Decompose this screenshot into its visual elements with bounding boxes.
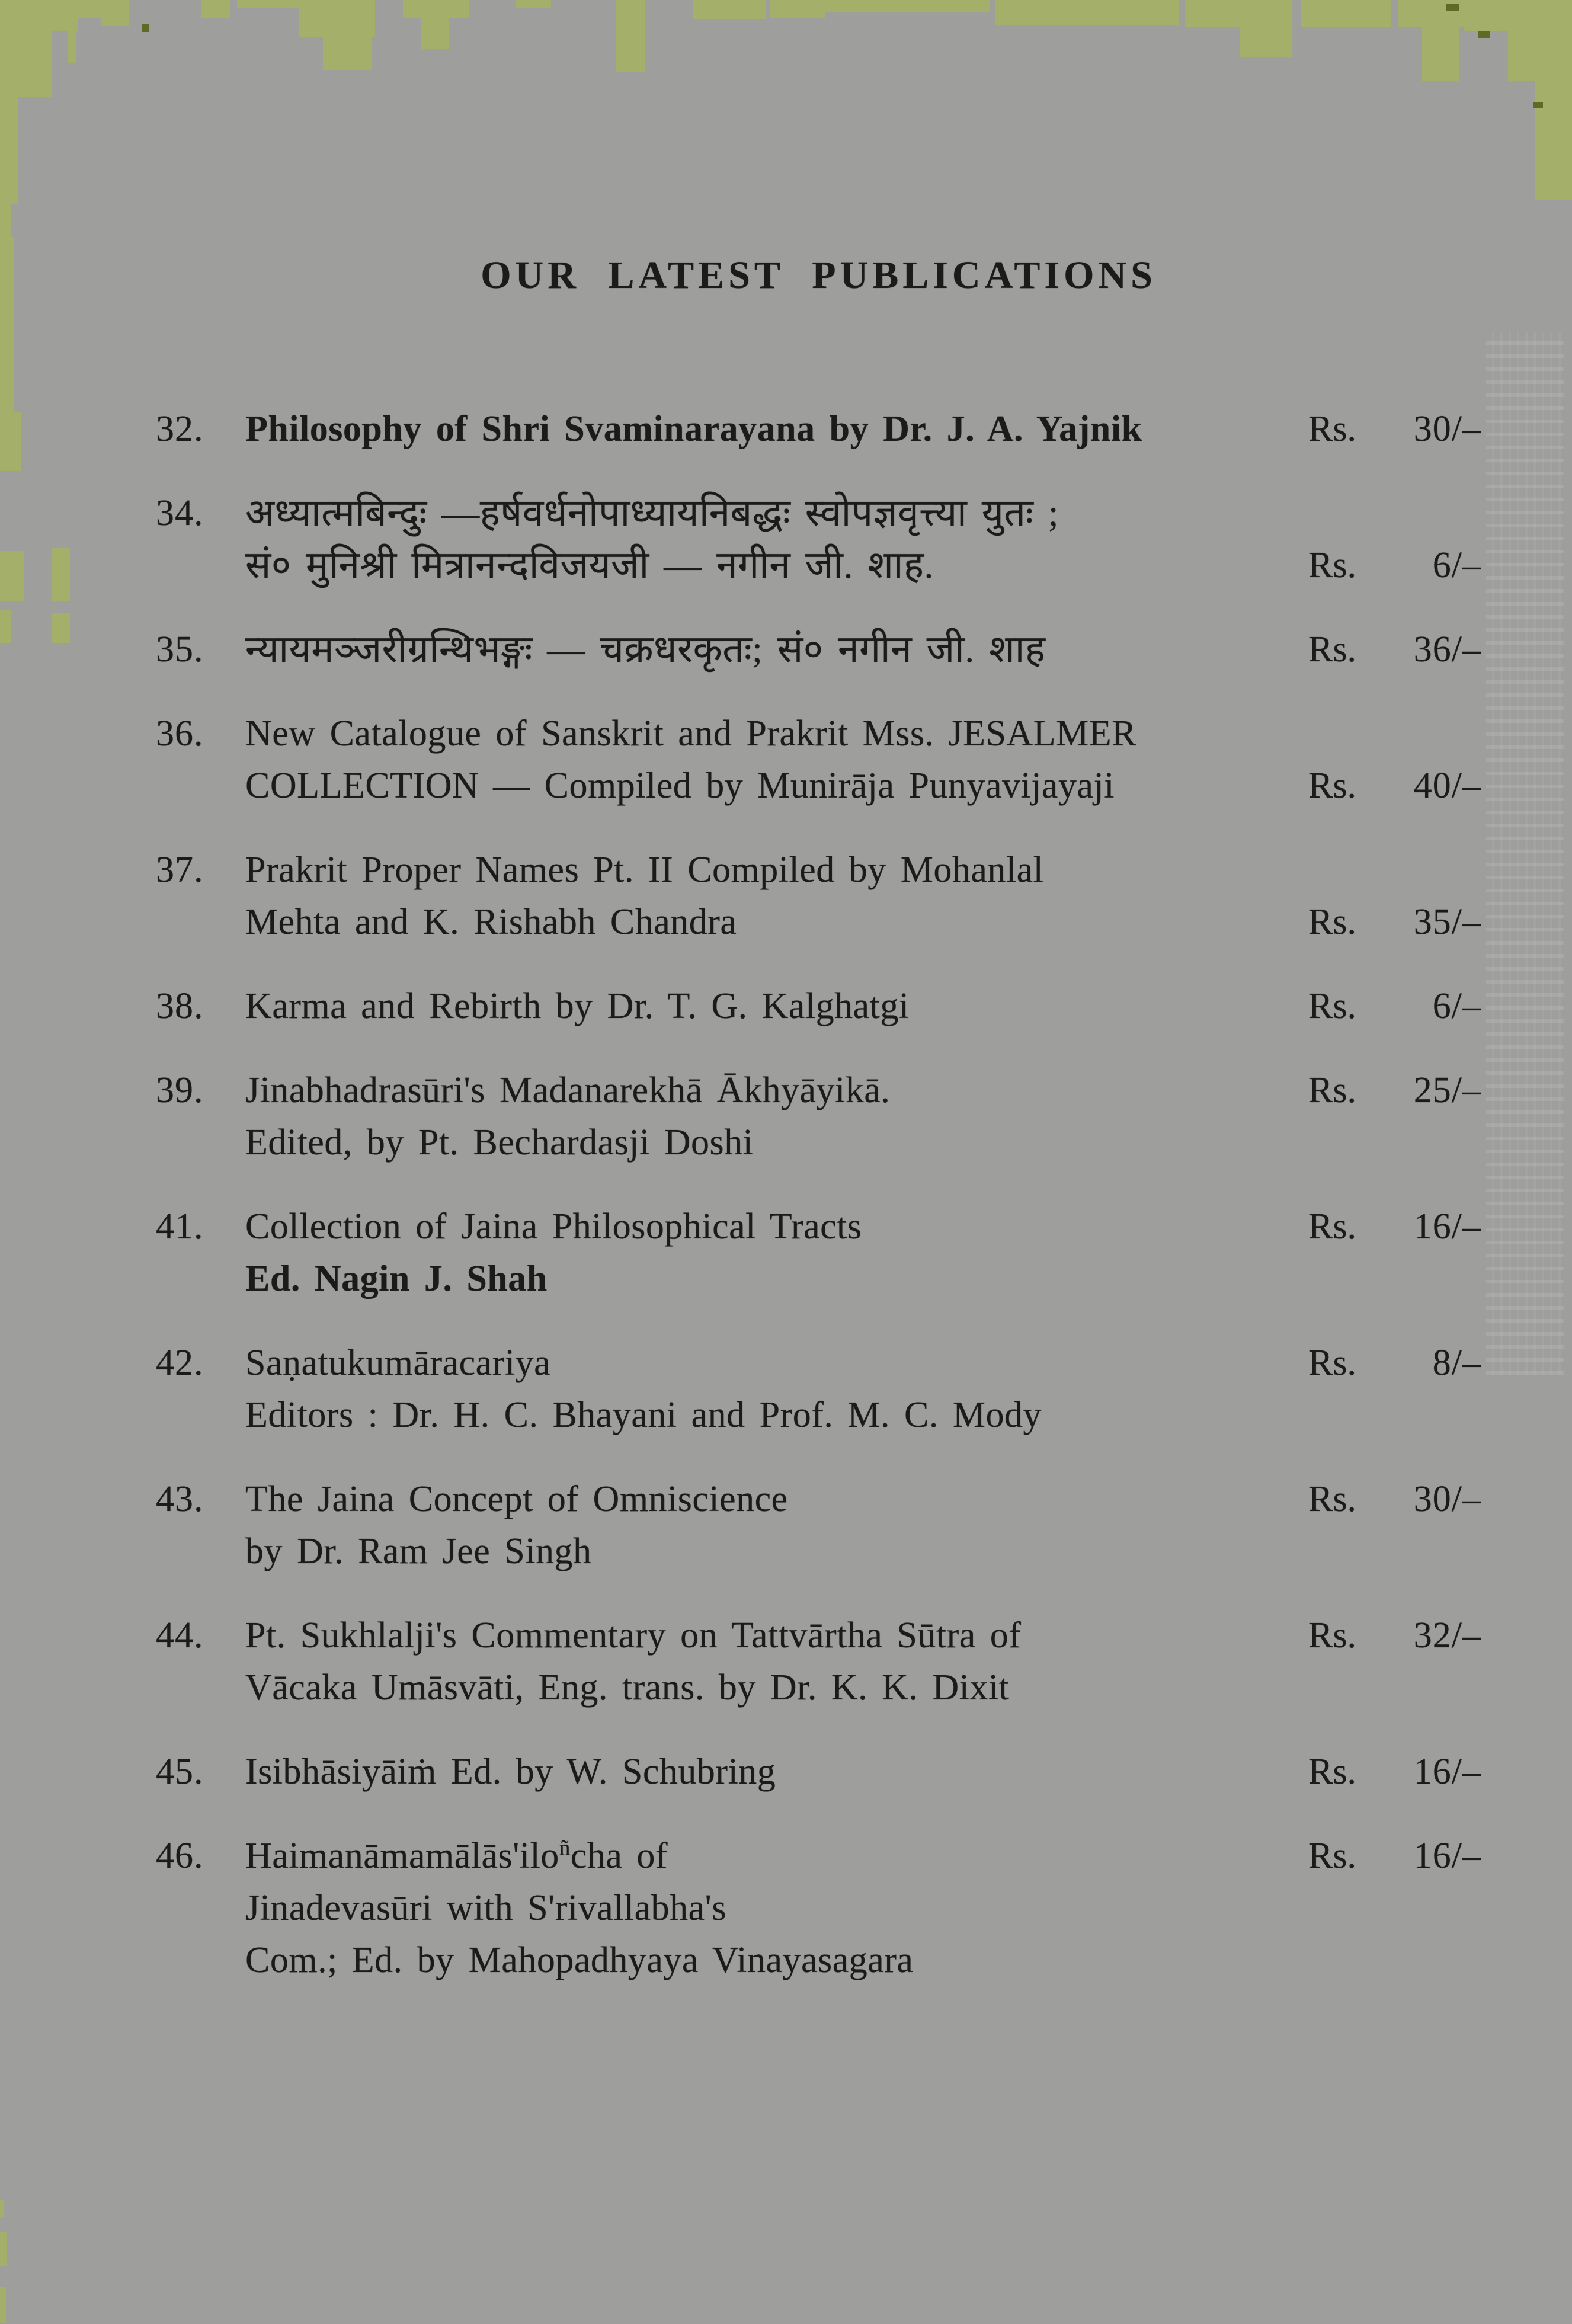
- list-item: [156, 1201, 1481, 1305]
- item-line: Karma and Rebirth by Dr. T. G. Kalghatgi: [245, 986, 910, 1026]
- superscript-mark: ñ: [559, 1836, 571, 1861]
- price-value: 8/–: [1432, 1343, 1481, 1383]
- rs-label: Rs.: [1308, 1479, 1356, 1519]
- price-value: 30/–: [1413, 1479, 1481, 1519]
- price-value: 35/–: [1413, 902, 1481, 942]
- list-item: [156, 1473, 1481, 1577]
- item-line: Jinadevasūri with S'rivallabha's: [245, 1888, 726, 1928]
- price-value: 6/–: [1432, 545, 1481, 585]
- item-number: 39.: [156, 1070, 204, 1110]
- rs-label: Rs.: [1308, 1343, 1356, 1383]
- list-item: [156, 980, 1481, 1032]
- item-line: Ed. Nagin J. Shah: [245, 1259, 548, 1299]
- item-line: New Catalogue of Sanskrit and Prakrit Mss. JESALMER: [245, 713, 1136, 754]
- item-line: Vācaka Umāsvāti, Eng. trans. by Dr. K. K. Dixit: [245, 1667, 1010, 1708]
- item-number: 46.: [156, 1836, 204, 1876]
- item-number: 45.: [156, 1752, 204, 1792]
- item-number: 38.: [156, 986, 204, 1026]
- rs-label: Rs.: [1308, 902, 1356, 942]
- price-value: 16/–: [1413, 1206, 1481, 1247]
- publications-list: [156, 403, 1481, 1986]
- item-line: The Jaina Concept of Omniscience: [245, 1479, 788, 1519]
- list-item: [156, 708, 1481, 812]
- item-line: Edited, by Pt. Bechardasji Doshi: [245, 1122, 754, 1163]
- item-number: 37.: [156, 850, 204, 890]
- list-item: [156, 1337, 1481, 1441]
- item-line: by Dr. Ram Jee Singh: [245, 1531, 592, 1571]
- item-line: सं० मुनिश्री मित्रानन्दविजयजी — नगीन जी. शाह.: [245, 544, 934, 586]
- price-value: 36/–: [1413, 629, 1481, 670]
- rs-label: Rs.: [1308, 1752, 1356, 1792]
- rs-label: Rs.: [1308, 629, 1356, 670]
- price-value: 32/–: [1413, 1615, 1481, 1656]
- item-number: 34.: [156, 493, 204, 533]
- rs-label: Rs.: [1308, 766, 1356, 806]
- price-value: 40/–: [1413, 766, 1481, 806]
- line-segment: Haimanāmamālās'ilo: [245, 1836, 559, 1876]
- rs-label: Rs.: [1308, 545, 1356, 585]
- item-line: Mehta and K. Rishabh Chandra: [245, 902, 737, 942]
- list-item: [156, 1609, 1481, 1714]
- item-line: Editors : Dr. H. C. Bhayani and Prof. M. C. Mody: [245, 1395, 1042, 1435]
- price-value: 16/–: [1413, 1836, 1481, 1876]
- price-value: 30/–: [1413, 409, 1481, 449]
- list-item: [156, 623, 1481, 676]
- list-item: [156, 487, 1481, 591]
- item-line: Jinabhadrasūri's Madanarekhā Ākhyāyikā.: [245, 1070, 891, 1110]
- line-segment: cha of: [570, 1836, 668, 1876]
- item-number: 43.: [156, 1479, 204, 1519]
- item-line: Collection of Jaina Philosophical Tracts: [245, 1206, 862, 1247]
- item-line: न्यायमञ्जरीग्रन्थिभङ्गः — चक्रधरकृतः; सं० नगीन जी. शाह: [245, 628, 1046, 670]
- list-item: [156, 844, 1481, 948]
- item-number: 44.: [156, 1615, 204, 1656]
- page-title: OUR LATEST PUBLICATIONS: [481, 254, 1157, 297]
- item-line: Saṇatukumāracariya: [245, 1343, 551, 1383]
- item-line: Philosophy of Shri Svaminarayana by Dr. J. A. Yajnik: [245, 409, 1142, 449]
- price-value: 25/–: [1413, 1070, 1481, 1110]
- item-line: Isibhāsiyāiṁ Ed. by W. Schubring: [245, 1752, 776, 1792]
- list-item: [156, 1830, 1481, 1986]
- item-line: [245, 1830, 1308, 1882]
- rs-label: Rs.: [1308, 1070, 1356, 1110]
- scan-noise: [1486, 332, 1564, 1375]
- item-line: COLLECTION — Compiled by Munirāja Punyavijayaji: [245, 766, 1115, 806]
- rs-label: Rs.: [1308, 409, 1356, 449]
- item-line: Com.; Ed. by Mahopadhyaya Vinayasagara: [245, 1940, 914, 1980]
- list-item: [156, 1064, 1481, 1169]
- price-value: 6/–: [1432, 986, 1481, 1026]
- list-item: [156, 1746, 1481, 1798]
- price-value: 16/–: [1413, 1752, 1481, 1792]
- item-line: Pt. Sukhlalji's Commentary on Tattvārtha Sūtra of: [245, 1615, 1022, 1656]
- item-line: Prakrit Proper Names Pt. II Compiled by Mohanlal: [245, 850, 1044, 890]
- list-item: [156, 403, 1481, 455]
- item-number: 42.: [156, 1343, 204, 1383]
- rs-label: Rs.: [1308, 1206, 1356, 1247]
- rs-label: Rs.: [1308, 1615, 1356, 1656]
- rs-label: Rs.: [1308, 1836, 1356, 1876]
- rs-label: Rs.: [1308, 986, 1356, 1026]
- item-number: 32.: [156, 409, 204, 449]
- item-line: अध्यात्मबिन्दुः —हर्षवर्धनोपाध्यायनिबद्धः स्वोपज्ञवृत्त्या युतः ;: [245, 492, 1059, 534]
- item-number: 35.: [156, 629, 204, 670]
- item-number: 36.: [156, 713, 204, 754]
- item-number: 41.: [156, 1206, 204, 1247]
